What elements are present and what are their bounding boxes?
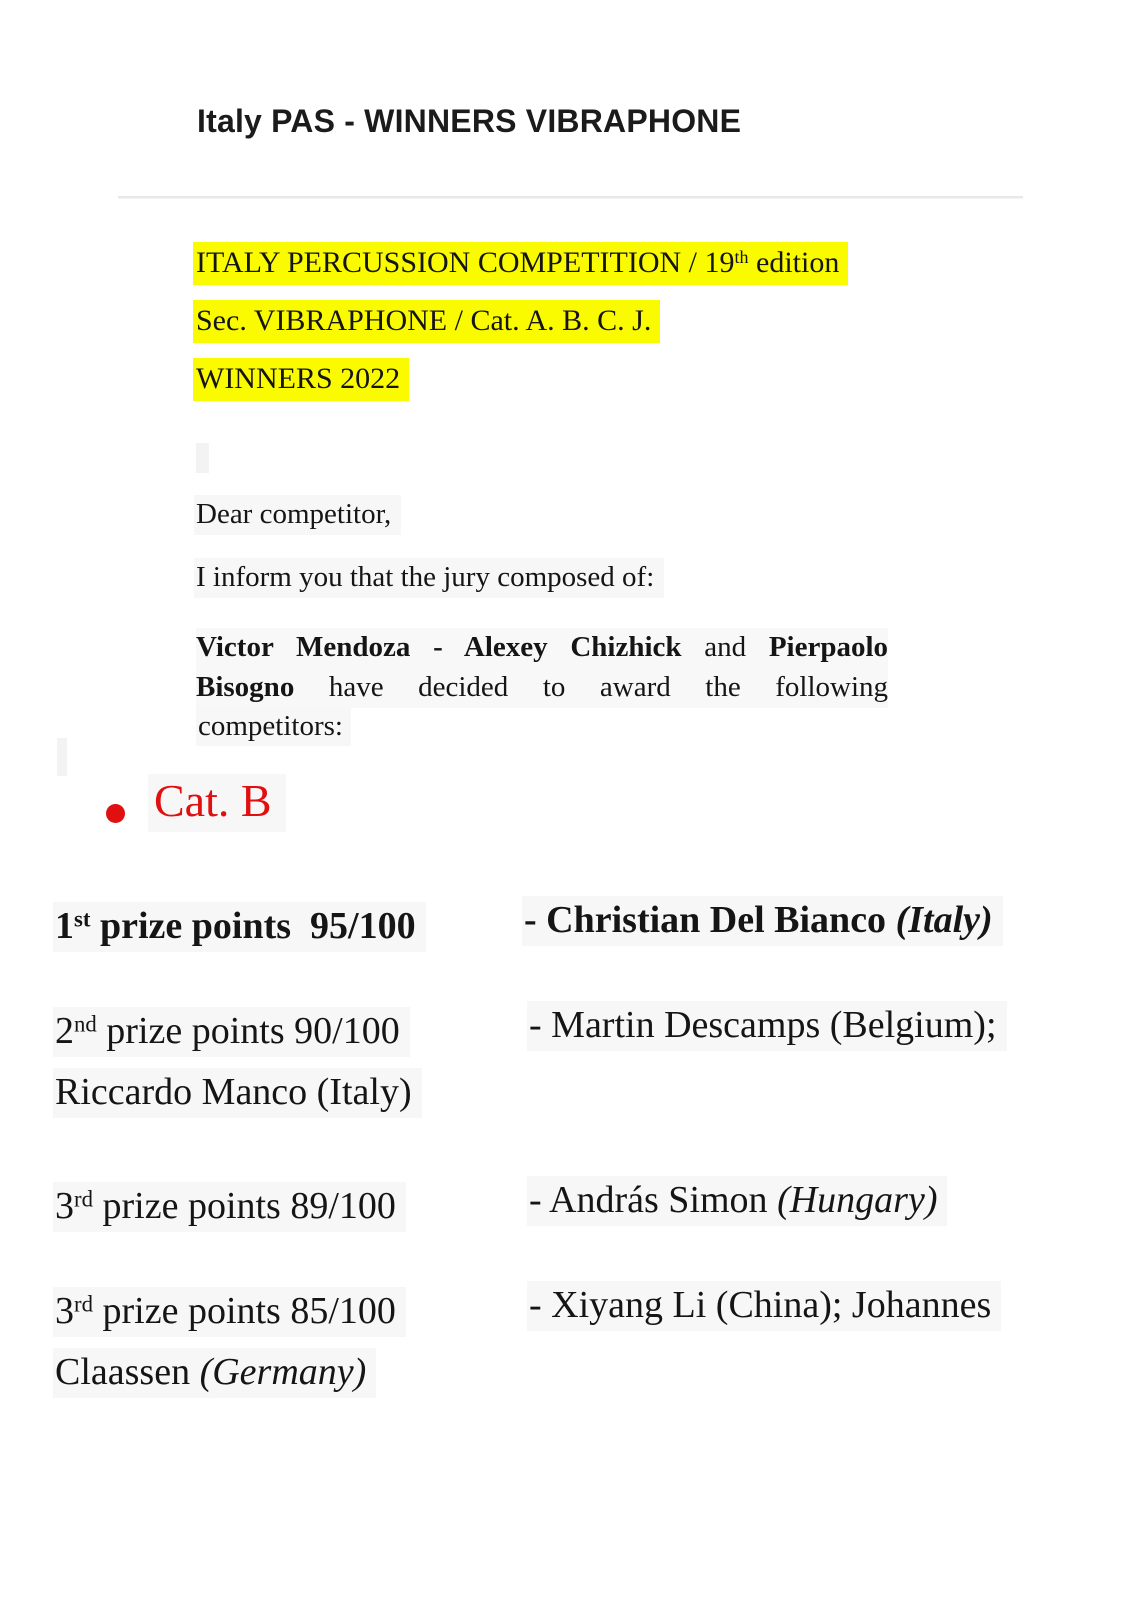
prize-4-label: 3rd prize points 85/100 xyxy=(53,1283,406,1333)
prize-4-country: (Germany) xyxy=(199,1351,367,1393)
prize-3-winner: - András Simon (Hungary) xyxy=(527,1178,947,1222)
jury-name-mendoza: Victor Mendoza xyxy=(196,631,411,663)
prize-3-country: (Hungary) xyxy=(777,1179,938,1221)
prize-3-label: 3rd prize points 89/100 xyxy=(53,1178,406,1228)
empty-paragraph-mark xyxy=(196,443,209,473)
highlighted-heading xyxy=(193,240,848,396)
prize-1-label: 1st prize points 95/100 xyxy=(53,898,426,948)
bullet-icon xyxy=(106,804,125,823)
prize-4-winner-2: Claassen xyxy=(55,1351,200,1393)
jury-line-3: competitors: xyxy=(196,708,888,745)
jury-name-chizhick: Alexey Chizhick xyxy=(463,631,682,663)
jury-line-2: Bisogno have decided to award the following xyxy=(196,668,888,708)
prize-4-winner: - Xiyang Li (China); Johannes xyxy=(527,1283,1001,1327)
prize-2-winner: - Martin Descamps (Belgium); xyxy=(527,1003,1007,1047)
prize-2-winner-2: Riccardo Manco (Italy) xyxy=(55,1071,412,1113)
jury-name-bisogno-last: Bisogno xyxy=(196,671,295,703)
jury-name-bisogno-first: Pierpaolo xyxy=(768,631,889,663)
prize-1-winner: - Christian Del Bianco (Italy) xyxy=(522,898,1003,942)
highlight-line-section: Sec. VIBRAPHONE / Cat. A. B. C. J. xyxy=(193,304,848,338)
highlight-line1-text: ITALY PERCUSSION COMPETITION / 19 xyxy=(196,246,735,279)
category-label: Cat. B xyxy=(148,774,286,832)
greeting-line: Dear competitor, xyxy=(194,498,401,531)
margin-artifact-mark xyxy=(57,738,67,776)
highlight-line-winners: WINNERS 2022 xyxy=(193,362,848,396)
highlight-line-edition xyxy=(193,240,848,280)
highlight-line1-tail: edition xyxy=(748,246,840,279)
title-divider xyxy=(118,196,1023,199)
jury-paragraph xyxy=(196,628,888,745)
prize-1-country: (Italy) xyxy=(895,899,993,941)
highlight-line1-superscript: th xyxy=(734,247,749,267)
page-title: Italy PAS - WINNERS VIBRAPHONE xyxy=(197,103,742,139)
prize-2-label: 2nd prize points 90/100 xyxy=(53,1003,410,1053)
jury-line-1: Victor Mendoza - Alexey Chizhick and Pierpaolo xyxy=(196,628,888,668)
intro-line: I inform you that the jury composed of: xyxy=(194,561,664,594)
